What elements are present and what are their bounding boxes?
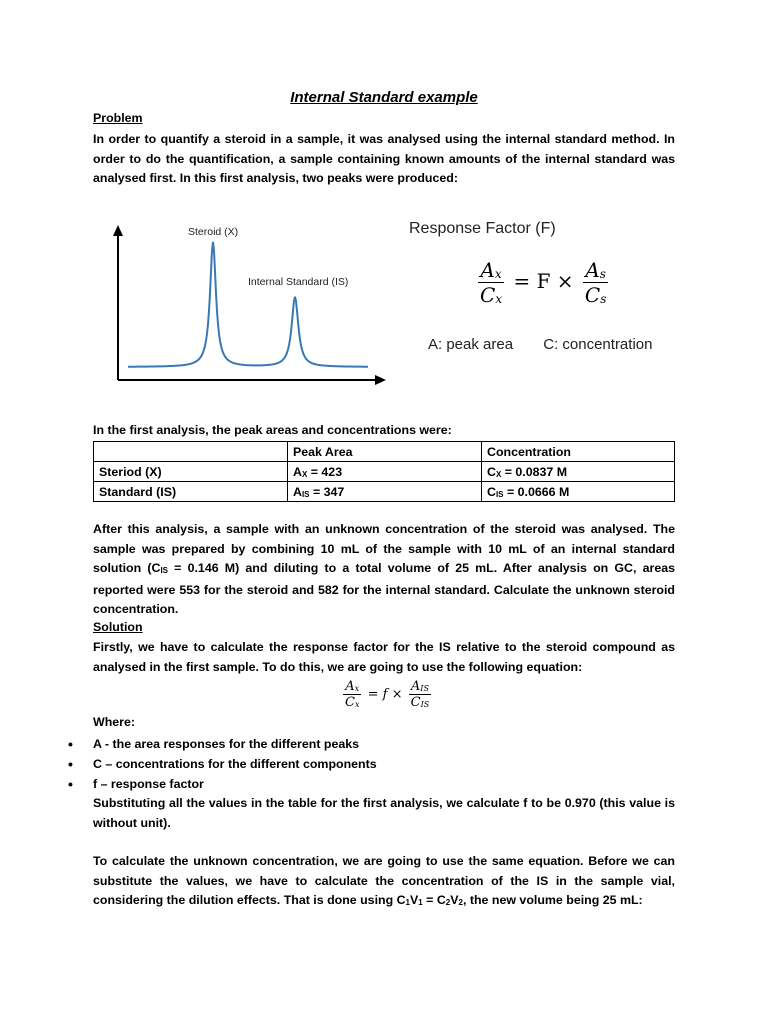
table-intro: In the first analysis, the peak areas and concentrations were: (93, 423, 452, 437)
peak1-label: Steroid (X) (188, 226, 239, 238)
list-item: • f – response factor (66, 774, 377, 794)
row-peak-area: $A_{IS} = 347$ (288, 482, 482, 502)
table-row (94, 482, 675, 502)
substituting-paragraph: Substituting all the values in the table for the first analysis, we calculate f to be 0.970 (this value is without unit). (93, 796, 675, 830)
page-title: Internal Standard example (290, 89, 478, 106)
final-paragraph: To calculate the unknown concentration, we are going to use the same equation. Before we can substitute the values, we have to calculate the concentration of the IS in the sample vial, considering the dilution effects. That is done using $C_1V_1 = C_2V_2$, the new volume being 25 mL: (93, 854, 675, 907)
peak2-label: Internal Standard (IS) (248, 276, 349, 288)
eq-equals-f: = f × (367, 687, 403, 702)
rf-fraction-left: $\frac{A_x}{C_x}$ (480, 258, 503, 307)
eq-fraction-left: $\frac{A_x}{C_x}$ (345, 679, 360, 710)
solution-heading: Solution (93, 620, 143, 634)
row-peak-area: $A_X = 423$ (288, 462, 482, 482)
row-name: Standard (IS) (94, 482, 288, 502)
x-axis-arrow (375, 375, 386, 385)
problem-paragraph: In order to quantify a steroid in a sample, it was analysed using the internal standard method. In order to do the quantification, a sample containing known amounts of the internal standard was analysed first. In this first analysis, two peaks were produced: (93, 132, 675, 185)
table-header-cell: Concentration (482, 442, 675, 462)
after-analysis-paragraph: After this analysis, a sample with an unknown concentration of the steroid was analysed. The sample was prepared by combining 10 mL of the sample with 10 mL of an internal standard solution ($C_{IS} = 0.146$ M) and diluting to a total volume of 25 mL. After analysis on GC, areas reported were 553 for the steroid and 582 for the internal standard. Calculate the unknown steroid concentration. (93, 522, 675, 616)
definition-list (66, 734, 377, 794)
rf-fraction-right: $\frac{A_s}{C_s}$ (584, 258, 607, 307)
chromatogram (100, 220, 390, 390)
row-name: Steriod (X) (94, 462, 288, 482)
list-item: • C – concentrations for the different components (66, 754, 377, 774)
table-header-cell (94, 442, 288, 462)
table-row (94, 462, 675, 482)
response-factor-title: Response Factor (F) (409, 220, 556, 237)
problem-heading: Problem (93, 111, 143, 125)
solution-paragraph: Firstly, we have to calculate the response factor for the IS relative to the steroid compound as analysed in the first sample. To do this, we are going to use the following equation: (93, 640, 675, 674)
response-factor-legend (428, 336, 652, 353)
row-concentration: $C_{IS} = 0.0666$ M (482, 482, 675, 502)
y-axis-arrow (113, 225, 123, 236)
table-header-row (94, 442, 675, 462)
label-peak-area: A: peak area (428, 336, 514, 353)
solution-equation (343, 679, 431, 710)
eq-fraction-right: $\frac{A_{IS}}{C_{IS}}$ (410, 679, 430, 710)
table-header-cell: Peak Area (288, 442, 482, 462)
rf-equals-factor: = F × (513, 269, 574, 293)
chromatogram-trace (128, 242, 368, 367)
where-label: Where: (93, 715, 135, 729)
label-concentration: C: concentration (543, 336, 653, 353)
row-concentration: $C_X = 0.0837$ M (482, 462, 675, 482)
data-table (93, 441, 675, 502)
list-item: • A - the area responses for the different peaks (66, 734, 377, 754)
response-factor-equation (478, 258, 608, 307)
